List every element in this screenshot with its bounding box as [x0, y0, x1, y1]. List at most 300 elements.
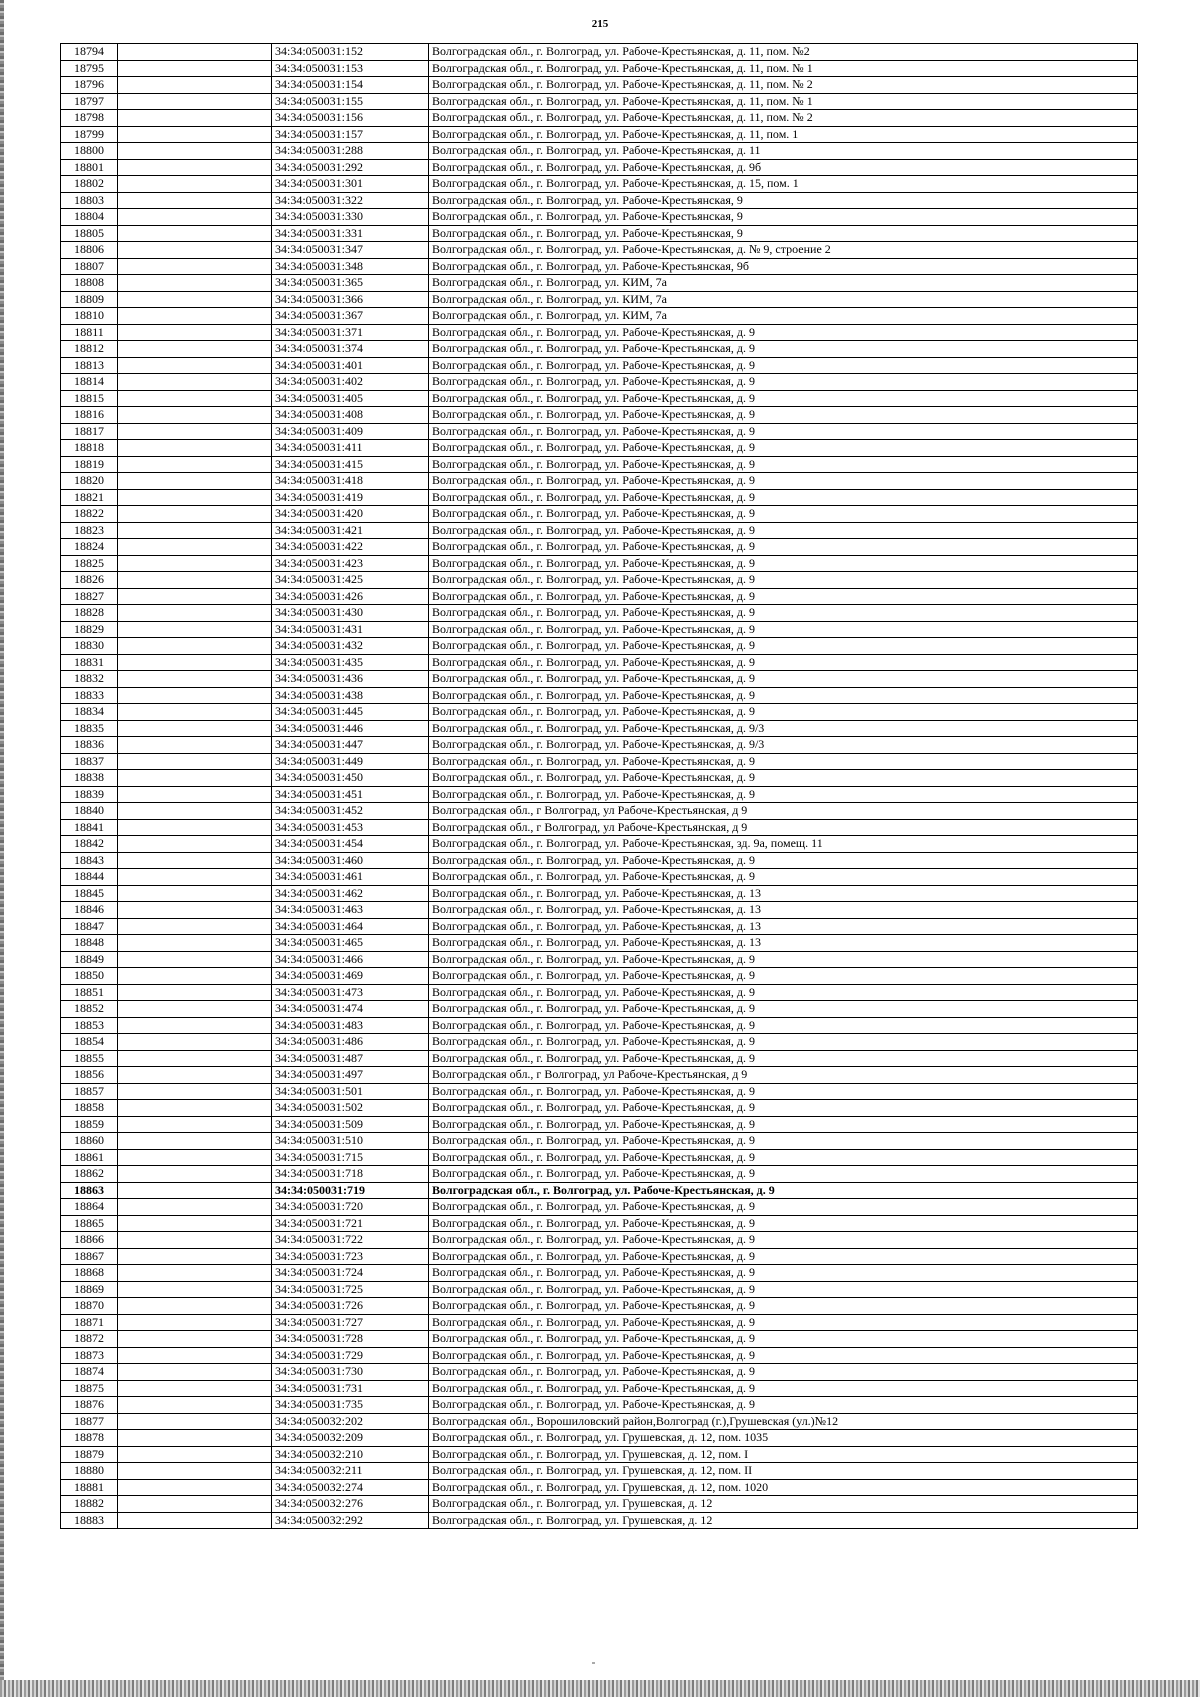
cadastral-number-cell: 34:34:050031:405 — [272, 390, 429, 407]
empty-cell — [118, 753, 272, 770]
address-cell: Волгоградская обл., г. Волгоград, ул. Рабоче-Крестьянская, д. 15, пом. 1 — [429, 176, 1138, 193]
cadastral-number-cell: 34:34:050031:465 — [272, 935, 429, 952]
row-number-cell: 18828 — [61, 605, 118, 622]
empty-cell — [118, 1100, 272, 1117]
empty-cell — [118, 1298, 272, 1315]
cadastral-number-cell: 34:34:050031:497 — [272, 1067, 429, 1084]
empty-cell — [118, 1413, 272, 1430]
row-number-cell: 18881 — [61, 1479, 118, 1496]
empty-cell — [118, 1182, 272, 1199]
cadastral-number-cell: 34:34:050032:276 — [272, 1496, 429, 1513]
table-row — [61, 126, 1138, 143]
address-cell: Волгоградская обл., г. Волгоград, ул. КИМ, 7а — [429, 291, 1138, 308]
table-row — [61, 1182, 1138, 1199]
table-row — [61, 1496, 1138, 1513]
address-cell: Волгоградская обл., г. Волгоград, ул. Рабоче-Крестьянская, д. 9 — [429, 374, 1138, 391]
address-cell: Волгоградская обл., г. Волгоград, ул. Рабоче-Крестьянская, д. 9/3 — [429, 737, 1138, 754]
table-row — [61, 1116, 1138, 1133]
cadastral-number-cell: 34:34:050031:155 — [272, 93, 429, 110]
empty-cell — [118, 1034, 272, 1051]
address-cell: Волгоградская обл., г. Волгоград, ул. Рабоче-Крестьянская, д. 9 — [429, 1232, 1138, 1249]
address-cell: Волгоградская обл., г. Волгоград, ул. Рабоче-Крестьянская, д. 9 — [429, 1298, 1138, 1315]
empty-cell — [118, 159, 272, 176]
row-number-cell: 18855 — [61, 1050, 118, 1067]
table-row — [61, 704, 1138, 721]
empty-cell — [118, 671, 272, 688]
cadastral-number-cell: 34:34:050031:425 — [272, 572, 429, 589]
row-number-cell: 18834 — [61, 704, 118, 721]
address-cell: Волгоградская обл., г. Волгоград, ул. Рабоче-Крестьянская, д. 9 — [429, 687, 1138, 704]
cadastral-number-cell: 34:34:050031:726 — [272, 1298, 429, 1315]
empty-cell — [118, 126, 272, 143]
empty-cell — [118, 770, 272, 787]
address-cell: Волгоградская обл., г. Волгоград, ул. Рабоче-Крестьянская, д. 11 — [429, 143, 1138, 160]
address-cell: Волгоградская обл., г. Волгоград, ул. Рабоче-Крестьянская, 9 — [429, 192, 1138, 209]
cadastral-number-cell: 34:34:050031:724 — [272, 1265, 429, 1282]
table-row — [61, 1512, 1138, 1529]
row-number-cell: 18860 — [61, 1133, 118, 1150]
table-row — [61, 1166, 1138, 1183]
table-row — [61, 440, 1138, 457]
address-cell: Волгоградская обл., г. Волгоград, ул. Рабоче-Крестьянская, д. 9 — [429, 324, 1138, 341]
empty-cell — [118, 968, 272, 985]
row-number-cell: 18808 — [61, 275, 118, 292]
address-cell: Волгоградская обл., г. Волгоград, ул. Рабоче-Крестьянская, д. 9 — [429, 473, 1138, 490]
table-row — [61, 1050, 1138, 1067]
address-cell: Волгоградская обл., г. Волгоград, ул. Рабоче-Крестьянская, д. 11, пом. № 1 — [429, 93, 1138, 110]
table-row — [61, 1413, 1138, 1430]
address-cell: Волгоградская обл., г. Волгоград, ул. Рабоче-Крестьянская, д. 9 — [429, 704, 1138, 721]
table-row — [61, 1380, 1138, 1397]
row-number-cell: 18878 — [61, 1430, 118, 1447]
empty-cell — [118, 1166, 272, 1183]
address-cell: Волгоградская обл., г. Волгоград, ул. КИМ, 7а — [429, 275, 1138, 292]
scan-left-edge — [0, 0, 4, 1697]
empty-cell — [118, 291, 272, 308]
cadastral-number-cell: 34:34:050031:420 — [272, 506, 429, 523]
empty-cell — [118, 737, 272, 754]
row-number-cell: 18816 — [61, 407, 118, 424]
row-number-cell: 18856 — [61, 1067, 118, 1084]
table-row — [61, 935, 1138, 952]
empty-cell — [118, 869, 272, 886]
row-number-cell: 18839 — [61, 786, 118, 803]
empty-cell — [118, 588, 272, 605]
row-number-cell: 18846 — [61, 902, 118, 919]
table-row — [61, 671, 1138, 688]
row-number-cell: 18807 — [61, 258, 118, 275]
empty-cell — [118, 720, 272, 737]
row-number-cell: 18853 — [61, 1017, 118, 1034]
address-cell: Волгоградская обл., г. Волгоград, ул. Рабоче-Крестьянская, д. 9 — [429, 770, 1138, 787]
table-row — [61, 770, 1138, 787]
empty-cell — [118, 1281, 272, 1298]
row-number-cell: 18827 — [61, 588, 118, 605]
address-cell: Волгоградская обл., г. Волгоград, ул. Грушевская, д. 12, пом. 1020 — [429, 1479, 1138, 1496]
row-number-cell: 18880 — [61, 1463, 118, 1480]
table-row — [61, 291, 1138, 308]
address-cell: Волгоградская обл., г. Волгоград, ул. Рабоче-Крестьянская, д. 9 — [429, 423, 1138, 440]
address-cell: Волгоградская обл., г. Волгоград, ул. Грушевская, д. 12, пом. 1035 — [429, 1430, 1138, 1447]
empty-cell — [118, 654, 272, 671]
row-number-cell: 18821 — [61, 489, 118, 506]
empty-cell — [118, 819, 272, 836]
row-number-cell: 18873 — [61, 1347, 118, 1364]
cadastral-number-cell: 34:34:050031:721 — [272, 1215, 429, 1232]
address-cell: Волгоградская обл., г. Волгоград, ул. Рабоче-Крестьянская, д. 9 — [429, 1017, 1138, 1034]
row-number-cell: 18862 — [61, 1166, 118, 1183]
table-row — [61, 93, 1138, 110]
row-number-cell: 18840 — [61, 803, 118, 820]
table-row — [61, 852, 1138, 869]
row-number-cell: 18870 — [61, 1298, 118, 1315]
table-row — [61, 1034, 1138, 1051]
empty-cell — [118, 60, 272, 77]
cadastral-number-cell: 34:34:050031:466 — [272, 951, 429, 968]
cadastral-number-cell: 34:34:050031:473 — [272, 984, 429, 1001]
address-cell: Волгоградская обл., г. Волгоград, ул. Рабоче-Крестьянская, д. 9 — [429, 605, 1138, 622]
address-cell: Волгоградская обл., г. Волгоград, ул. Рабоче-Крестьянская, д. 9 — [429, 489, 1138, 506]
cadastral-number-cell: 34:34:050031:418 — [272, 473, 429, 490]
cadastral-number-cell: 34:34:050031:451 — [272, 786, 429, 803]
row-number-cell: 18841 — [61, 819, 118, 836]
row-number-cell: 18849 — [61, 951, 118, 968]
cadastral-number-cell: 34:34:050031:292 — [272, 159, 429, 176]
address-cell: Волгоградская обл., г. Волгоград, ул. Рабоче-Крестьянская, д. 9 — [429, 1281, 1138, 1298]
row-number-cell: 18801 — [61, 159, 118, 176]
table-row — [61, 687, 1138, 704]
table-row — [61, 1083, 1138, 1100]
empty-cell — [118, 555, 272, 572]
cadastral-number-cell: 34:34:050031:719 — [272, 1182, 429, 1199]
row-number-cell: 18802 — [61, 176, 118, 193]
cadastral-number-cell: 34:34:050031:331 — [272, 225, 429, 242]
cadastral-number-cell: 34:34:050031:461 — [272, 869, 429, 886]
row-number-cell: 18859 — [61, 1116, 118, 1133]
scan-bottom-edge — [0, 1680, 1200, 1697]
address-cell: Волгоградская обл., г. Волгоград, ул. Рабоче-Крестьянская, д. 11, пом. № 2 — [429, 77, 1138, 94]
cadastral-number-cell: 34:34:050031:725 — [272, 1281, 429, 1298]
row-number-cell: 18803 — [61, 192, 118, 209]
empty-cell — [118, 93, 272, 110]
row-number-cell: 18809 — [61, 291, 118, 308]
table-row — [61, 1479, 1138, 1496]
empty-cell — [118, 44, 272, 61]
empty-cell — [118, 1133, 272, 1150]
address-cell: Волгоградская обл., г. Волгоград, ул. Рабоче-Крестьянская, д. 11, пом. № 1 — [429, 60, 1138, 77]
address-cell: Волгоградская обл., г. Волгоград, ул. Рабоче-Крестьянская, д. 9 — [429, 621, 1138, 638]
address-cell: Волгоградская обл., г. Волгоград, ул. Рабоче-Крестьянская, д. 9 — [429, 951, 1138, 968]
empty-cell — [118, 423, 272, 440]
empty-cell — [118, 1149, 272, 1166]
table-row — [61, 506, 1138, 523]
table-row — [61, 836, 1138, 853]
address-cell: Волгоградская обл., г. Волгоград, ул. Рабоче-Крестьянская, д. 9 — [429, 390, 1138, 407]
table-row — [61, 1347, 1138, 1364]
table-row — [61, 1364, 1138, 1381]
table-row — [61, 1248, 1138, 1265]
row-number-cell: 18813 — [61, 357, 118, 374]
table-row — [61, 720, 1138, 737]
address-cell: Волгоградская обл., г. Волгоград, ул. Рабоче-Крестьянская, д. 9 — [429, 1100, 1138, 1117]
row-number-cell: 18842 — [61, 836, 118, 853]
empty-cell — [118, 324, 272, 341]
table-row — [61, 1397, 1138, 1414]
cadastral-number-cell: 34:34:050032:202 — [272, 1413, 429, 1430]
empty-cell — [118, 638, 272, 655]
row-number-cell: 18851 — [61, 984, 118, 1001]
row-number-cell: 18871 — [61, 1314, 118, 1331]
table-row — [61, 390, 1138, 407]
cadastral-number-cell: 34:34:050031:501 — [272, 1083, 429, 1100]
row-number-cell: 18863 — [61, 1182, 118, 1199]
row-number-cell: 18875 — [61, 1380, 118, 1397]
table-row — [61, 555, 1138, 572]
address-cell: Волгоградская обл., г. Волгоград, ул. Грушевская, д. 12, пом. II — [429, 1463, 1138, 1480]
address-cell: Волгоградская обл., г. Волгоград, ул. Рабоче-Крестьянская, д. 9/3 — [429, 720, 1138, 737]
row-number-cell: 18867 — [61, 1248, 118, 1265]
empty-cell — [118, 1215, 272, 1232]
row-number-cell: 18823 — [61, 522, 118, 539]
row-number-cell: 18805 — [61, 225, 118, 242]
row-number-cell: 18858 — [61, 1100, 118, 1117]
address-cell: Волгоградская обл., г. Волгоград, ул. Рабоче-Крестьянская, д. № 9, строение 2 — [429, 242, 1138, 259]
row-number-cell: 18799 — [61, 126, 118, 143]
empty-cell — [118, 885, 272, 902]
cadastral-number-cell: 34:34:050031:452 — [272, 803, 429, 820]
cadastral-number-cell: 34:34:050031:463 — [272, 902, 429, 919]
address-cell: Волгоградская обл., г. Волгоград, ул. Рабоче-Крестьянская, д. 9 — [429, 1182, 1138, 1199]
address-cell: Волгоградская обл., г. Волгоград, ул. Рабоче-Крестьянская, зд. 9а, помещ. 11 — [429, 836, 1138, 853]
cadastral-number-cell: 34:34:050032:210 — [272, 1446, 429, 1463]
address-cell: Волгоградская обл., г. Волгоград, ул. Рабоче-Крестьянская, д. 9 — [429, 1314, 1138, 1331]
cadastral-number-cell: 34:34:050031:430 — [272, 605, 429, 622]
cadastral-number-cell: 34:34:050031:474 — [272, 1001, 429, 1018]
empty-cell — [118, 1083, 272, 1100]
table-row — [61, 374, 1138, 391]
cadastral-number-cell: 34:34:050031:422 — [272, 539, 429, 556]
table-row — [61, 753, 1138, 770]
empty-cell — [118, 1463, 272, 1480]
table-row — [61, 176, 1138, 193]
address-cell: Волгоградская обл., г Волгоград, ул Рабоче-Крестьянская, д 9 — [429, 803, 1138, 820]
row-number-cell: 18837 — [61, 753, 118, 770]
table-row — [61, 324, 1138, 341]
empty-cell — [118, 951, 272, 968]
address-cell: Волгоградская обл., г. Волгоград, ул. Рабоче-Крестьянская, д. 9б — [429, 159, 1138, 176]
empty-cell — [118, 1446, 272, 1463]
table-row — [61, 1430, 1138, 1447]
empty-cell — [118, 357, 272, 374]
table-row — [61, 572, 1138, 589]
empty-cell — [118, 935, 272, 952]
cadastral-number-cell: 34:34:050031:731 — [272, 1380, 429, 1397]
table-row — [61, 407, 1138, 424]
empty-cell — [118, 687, 272, 704]
cadastral-number-cell: 34:34:050031:715 — [272, 1149, 429, 1166]
table-row — [61, 539, 1138, 556]
cadastral-number-cell: 34:34:050031:401 — [272, 357, 429, 374]
address-cell: Волгоградская обл., г. Волгоград, ул. Рабоче-Крестьянская, д. 9 — [429, 1331, 1138, 1348]
cadastral-number-cell: 34:34:050031:469 — [272, 968, 429, 985]
row-number-cell: 18882 — [61, 1496, 118, 1513]
address-cell: Волгоградская обл., г. Волгоград, ул. Рабоче-Крестьянская, д. 9 — [429, 638, 1138, 655]
empty-cell — [118, 1265, 272, 1282]
row-number-cell: 18811 — [61, 324, 118, 341]
address-cell: Волгоградская обл., г. Волгоград, ул. Грушевская, д. 12 — [429, 1512, 1138, 1529]
cadastral-number-cell: 34:34:050031:371 — [272, 324, 429, 341]
page-number: 215 — [591, 18, 609, 30]
table-row — [61, 885, 1138, 902]
row-number-cell: 18824 — [61, 539, 118, 556]
cadastral-number-cell: 34:34:050031:487 — [272, 1050, 429, 1067]
row-number-cell: 18854 — [61, 1034, 118, 1051]
address-cell: Волгоградская обл., г. Волгоград, ул. Рабоче-Крестьянская, д. 11, пом. № 2 — [429, 110, 1138, 127]
address-cell: Волгоградская обл., г. Волгоград, ул. КИМ, 7а — [429, 308, 1138, 325]
table-row — [61, 242, 1138, 259]
cadastral-number-cell: 34:34:050031:718 — [272, 1166, 429, 1183]
table-row — [61, 489, 1138, 506]
address-cell: Волгоградская обл., г. Волгоград, ул. Рабоче-Крестьянская, д. 9 — [429, 1149, 1138, 1166]
cadastral-number-cell: 34:34:050031:720 — [272, 1199, 429, 1216]
cadastral-number-cell: 34:34:050031:446 — [272, 720, 429, 737]
table-row — [61, 1199, 1138, 1216]
row-number-cell: 18845 — [61, 885, 118, 902]
cadastral-number-cell: 34:34:050031:330 — [272, 209, 429, 226]
row-number-cell: 18850 — [61, 968, 118, 985]
table-row — [61, 1331, 1138, 1348]
table-row — [61, 869, 1138, 886]
address-cell: Волгоградская обл., г. Волгоград, ул. Рабоче-Крестьянская, д. 9 — [429, 753, 1138, 770]
cadastral-number-cell: 34:34:050031:502 — [272, 1100, 429, 1117]
cadastral-number-cell: 34:34:050031:453 — [272, 819, 429, 836]
row-number-cell: 18864 — [61, 1199, 118, 1216]
empty-cell — [118, 209, 272, 226]
empty-cell — [118, 1199, 272, 1216]
row-number-cell: 18868 — [61, 1265, 118, 1282]
cadastral-number-cell: 34:34:050031:408 — [272, 407, 429, 424]
empty-cell — [118, 1512, 272, 1529]
table-row — [61, 275, 1138, 292]
cadastral-number-cell: 34:34:050031:419 — [272, 489, 429, 506]
empty-cell — [118, 1116, 272, 1133]
cadastral-number-cell: 34:34:050031:288 — [272, 143, 429, 160]
row-number-cell: 18825 — [61, 555, 118, 572]
address-cell: Волгоградская обл., г. Волгоград, ул. Рабоче-Крестьянская, д. 9 — [429, 852, 1138, 869]
row-number-cell: 18843 — [61, 852, 118, 869]
row-number-cell: 18879 — [61, 1446, 118, 1463]
cadastral-number-cell: 34:34:050031:445 — [272, 704, 429, 721]
table-row — [61, 588, 1138, 605]
row-number-cell: 18815 — [61, 390, 118, 407]
cadastral-number-cell: 34:34:050031:366 — [272, 291, 429, 308]
row-number-cell: 18838 — [61, 770, 118, 787]
empty-cell — [118, 1364, 272, 1381]
address-cell: Волгоградская обл., г. Волгоград, ул. Рабоче-Крестьянская, д. 9 — [429, 654, 1138, 671]
cadastral-number-cell: 34:34:050031:374 — [272, 341, 429, 358]
cadastral-number-cell: 34:34:050031:154 — [272, 77, 429, 94]
address-cell: Волгоградская обл., г. Волгоград, ул. Рабоче-Крестьянская, д. 9 — [429, 968, 1138, 985]
empty-cell — [118, 605, 272, 622]
empty-cell — [118, 258, 272, 275]
address-cell: Волгоградская обл., г. Волгоград, ул. Рабоче-Крестьянская, д. 9 — [429, 1034, 1138, 1051]
row-number-cell: 18830 — [61, 638, 118, 655]
cadastral-number-cell: 34:34:050032:209 — [272, 1430, 429, 1447]
table-row — [61, 984, 1138, 1001]
address-cell: Волгоградская обл., г. Волгоград, ул. Рабоче-Крестьянская, д. 13 — [429, 935, 1138, 952]
table-row — [61, 357, 1138, 374]
table-row — [61, 258, 1138, 275]
cadastral-number-cell: 34:34:050031:509 — [272, 1116, 429, 1133]
empty-cell — [118, 473, 272, 490]
cadastral-number-cell: 34:34:050031:431 — [272, 621, 429, 638]
table-row — [61, 1215, 1138, 1232]
row-number-cell: 18820 — [61, 473, 118, 490]
cadastral-number-cell: 34:34:050031:365 — [272, 275, 429, 292]
table-row — [61, 192, 1138, 209]
row-number-cell: 18832 — [61, 671, 118, 688]
empty-cell — [118, 242, 272, 259]
empty-cell — [118, 803, 272, 820]
empty-cell — [118, 786, 272, 803]
row-number-cell: 18877 — [61, 1413, 118, 1430]
row-number-cell: 18794 — [61, 44, 118, 61]
table-row — [61, 77, 1138, 94]
cadastral-number-cell: 34:34:050031:153 — [272, 60, 429, 77]
row-number-cell: 18861 — [61, 1149, 118, 1166]
row-number-cell: 18819 — [61, 456, 118, 473]
address-cell: Волгоградская обл., г. Волгоград, ул. Рабоче-Крестьянская, д. 9 — [429, 407, 1138, 424]
row-number-cell: 18874 — [61, 1364, 118, 1381]
address-cell: Волгоградская обл., г. Волгоград, ул. Рабоче-Крестьянская, д. 9 — [429, 984, 1138, 1001]
cadastral-number-cell: 34:34:050031:409 — [272, 423, 429, 440]
address-cell: Волгоградская обл., г. Волгоград, ул. Рабоче-Крестьянская, д. 9 — [429, 671, 1138, 688]
address-cell: Волгоградская обл., г. Волгоград, ул. Рабоче-Крестьянская, д. 9 — [429, 506, 1138, 523]
empty-cell — [118, 1496, 272, 1513]
table-row — [61, 209, 1138, 226]
row-number-cell: 18814 — [61, 374, 118, 391]
table-row — [61, 786, 1138, 803]
cadastral-number-cell: 34:34:050031:402 — [272, 374, 429, 391]
empty-cell — [118, 1001, 272, 1018]
empty-cell — [118, 902, 272, 919]
empty-cell — [118, 440, 272, 457]
address-cell: Волгоградская обл., г. Волгоград, ул. Рабоче-Крестьянская, д. 11, пом. №2 — [429, 44, 1138, 61]
address-cell: Волгоградская обл., г. Волгоград, ул. Рабоче-Крестьянская, д. 9 — [429, 555, 1138, 572]
address-cell: Волгоградская обл., г. Волгоград, ул. Рабоче-Крестьянская, д. 9 — [429, 1380, 1138, 1397]
cadastral-number-cell: 34:34:050031:454 — [272, 836, 429, 853]
empty-cell — [118, 1397, 272, 1414]
address-cell: Волгоградская обл., г. Волгоград, ул. Рабоче-Крестьянская, д. 9 — [429, 1347, 1138, 1364]
address-cell: Волгоградская обл., г. Волгоград, ул. Рабоче-Крестьянская, д. 9 — [429, 357, 1138, 374]
table-row — [61, 1265, 1138, 1282]
empty-cell — [118, 1248, 272, 1265]
cadastral-number-cell: 34:34:050031:449 — [272, 753, 429, 770]
empty-cell — [118, 110, 272, 127]
table-row — [61, 1149, 1138, 1166]
table-row — [61, 159, 1138, 176]
address-cell: Волгоградская обл., г. Волгоград, ул. Рабоче-Крестьянская, д. 13 — [429, 918, 1138, 935]
cadastral-number-cell: 34:34:050031:436 — [272, 671, 429, 688]
empty-cell — [118, 192, 272, 209]
empty-cell — [118, 918, 272, 935]
table-row — [61, 918, 1138, 935]
row-number-cell: 18817 — [61, 423, 118, 440]
table-row — [61, 1001, 1138, 1018]
empty-cell — [118, 374, 272, 391]
address-cell: Волгоградская обл., г. Волгоград, ул. Рабоче-Крестьянская, д. 13 — [429, 885, 1138, 902]
table-row — [61, 621, 1138, 638]
